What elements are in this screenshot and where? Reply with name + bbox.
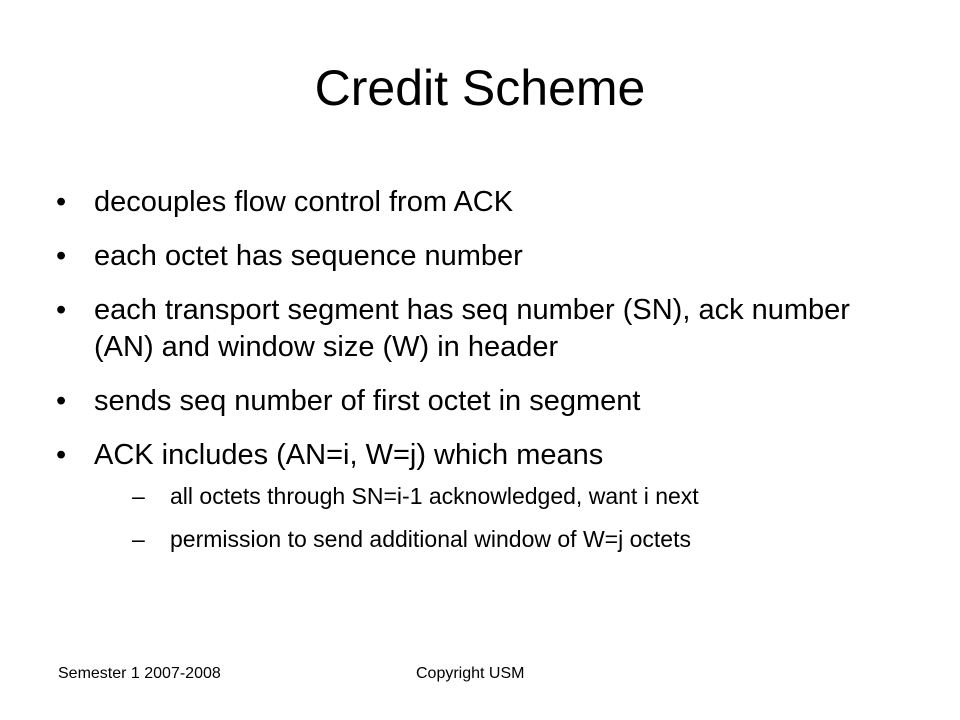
bullet-marker: • <box>56 439 67 471</box>
bullet-item <box>56 437 916 553</box>
sub-bullet-marker: – <box>132 483 145 509</box>
bullet-list <box>56 184 916 570</box>
footer-semester: Semester 1 2007-2008 <box>58 665 221 682</box>
sub-bullet-list <box>94 482 916 553</box>
bullet-text: sends seq number of first octet in segment <box>94 385 641 417</box>
footer-copyright: Copyright USM <box>416 665 525 682</box>
bullet-text: each transport segment has seq number (SN), ack number (AN) and window size (W) in header <box>94 294 850 363</box>
bullet-item <box>56 238 916 275</box>
bullet-item <box>56 383 916 420</box>
bullet-text: ACK includes (AN=i, W=j) which means <box>94 439 604 471</box>
sub-bullet-marker: – <box>132 526 145 552</box>
sub-bullet-text: all octets through SN=i-1 acknowledged, want i next <box>170 483 699 509</box>
bullet-marker: • <box>56 294 67 326</box>
slide-title: Credit Scheme <box>314 60 646 116</box>
bullet-marker: • <box>56 240 67 272</box>
sub-bullet-item <box>132 482 916 510</box>
bullet-text: decouples flow control from ACK <box>94 186 514 218</box>
bullet-item <box>56 184 916 221</box>
sub-bullet-item <box>132 525 916 553</box>
sub-bullet-text: permission to send additional window of W=j octets <box>170 526 691 552</box>
bullet-marker: • <box>56 186 67 218</box>
bullet-text: each octet has sequence number <box>94 240 523 272</box>
bullet-item <box>56 292 916 366</box>
bullet-marker: • <box>56 385 67 417</box>
